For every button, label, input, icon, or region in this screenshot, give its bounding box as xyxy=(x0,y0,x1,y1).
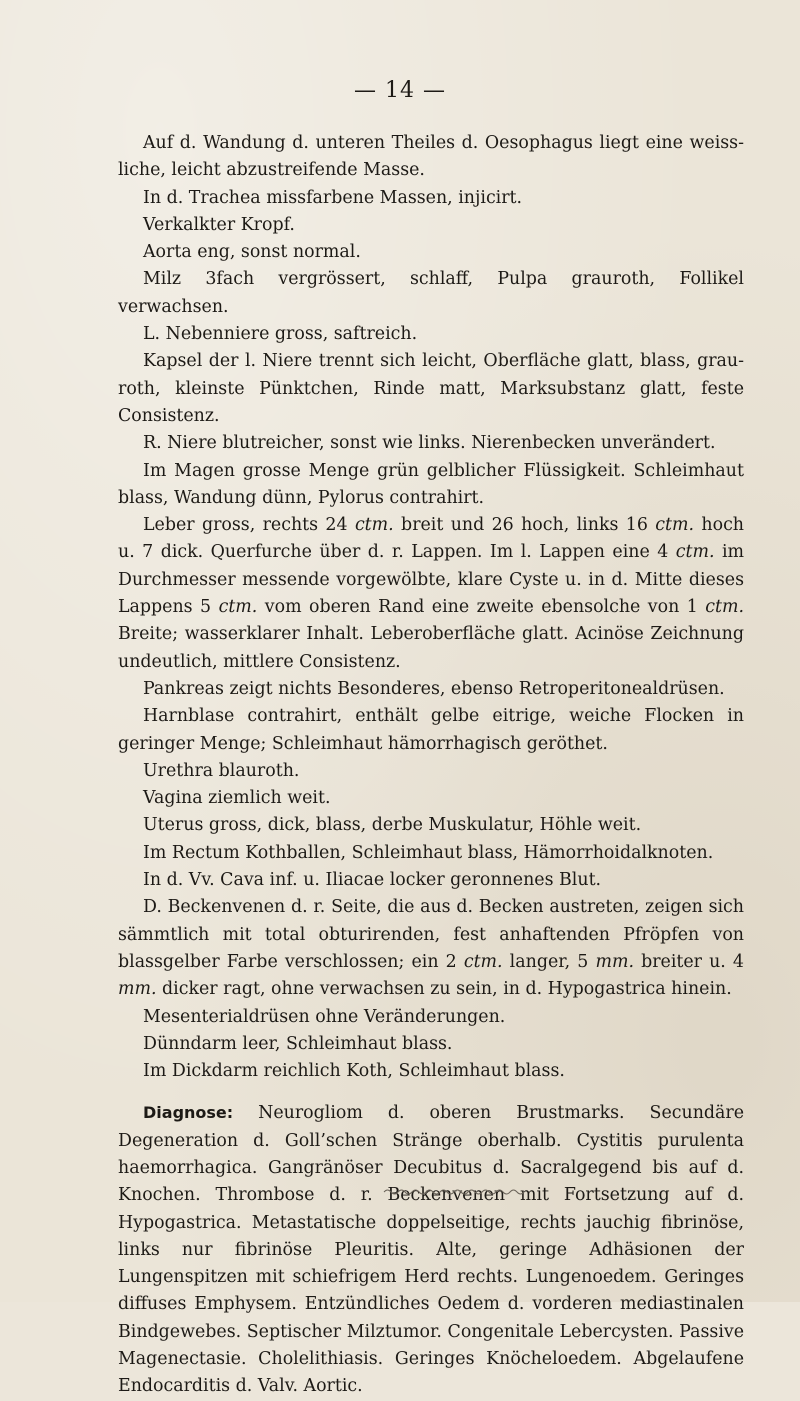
paragraph-uterus: Uterus gross, dick, blass, derbe Muskulatur, Höhle weit. xyxy=(143,815,642,836)
leber-unit-3: ctm. xyxy=(675,542,715,563)
page-body xyxy=(118,130,744,1401)
becken-text-3: breiter u. 4 xyxy=(633,951,744,972)
becken-unit-2: mm. xyxy=(595,951,634,972)
paragraph-urethra: Urethra blauroth. xyxy=(143,760,300,781)
leber-text-6: Breite; wasserklarer Inhalt. Leberoberfläche glatt. Acinöse Zeichnung undeutlich, mittlere Consistenz. xyxy=(118,624,744,672)
paragraph-magen: Im Magen grosse Menge grün gelblicher Flüssigkeit. Schleimhaut blass, Wandung dünn, Pylorus contrahirt. xyxy=(118,460,744,508)
paragraph-milz: Milz 3fach vergrössert, schlaff, Pulpa grauroth, Follikel verwachsen. xyxy=(118,269,744,317)
paragraph-dickdarm: Im Dickdarm reichlich Koth, Schleimhaut blass. xyxy=(143,1061,565,1082)
leber-text-1: Leber gross, rechts 24 xyxy=(143,515,355,536)
paragraph-beckenvenen xyxy=(118,894,744,1003)
paragraph-harnblase: Harnblase contrahirt, enthält gelbe eitrige, weiche Flocken in geringer Menge; Schleimhaut hämorrhagisch geröthet. xyxy=(118,706,744,754)
leber-text-3: hoch u. 7 dick. Querfurche über d. r. Lappen. Im l. Lappen eine 4 xyxy=(118,515,745,563)
becken-text-2: langer, 5 xyxy=(502,951,596,972)
paragraph-oesophagus: Auf d. Wandung d. unteren Theiles d. Oesophagus liegt eine weissliche, leicht abzustreifende Masse. xyxy=(118,133,744,181)
leber-text-4: im Durchmesser messende vorgewölbte, klare Cyste u. in d. Mitte dieses Lappens 5 xyxy=(118,542,744,618)
leber-text-2: breit und 26 hoch, links 16 xyxy=(393,515,656,536)
becken-text-1: D. Beckenvenen d. r. Seite, die aus d. Becken austreten, zeigen sich sämmtlich mit total obturirenden, fest anhaftenden Pfröpfen von blassgelber Farbe verschlossen; ein 2 xyxy=(118,897,744,972)
paragraph-trachea: In d. Trachea missfarbene Massen, injicirt. xyxy=(143,187,523,208)
paragraph-rechte-niere: R. Niere blutreicher, sonst wie links. Nierenbecken unverändert. xyxy=(143,433,716,454)
paragraph-linke-niere: Kapsel der l. Niere trennt sich leicht, Oberfläche glatt, blass, grauroth, kleinste Pünktchen, Rinde matt, Marksubstanz glatt, feste Consistenz. xyxy=(118,351,744,426)
page-number: — 14 — xyxy=(354,78,446,103)
paragraph-vena-cava: In d. Vv. Cava inf. u. Iliacae locker geronnenes Blut. xyxy=(143,870,602,891)
leber-unit-5: ctm. xyxy=(705,597,745,618)
paragraph-rectum: Im Rectum Kothballen, Schleimhaut blass, Hämorrhoidalknoten. xyxy=(143,842,714,863)
becken-text-4: dicker ragt, ohne verwachsen zu sein, in d. Hypogastrica hinein. xyxy=(156,979,732,1000)
paragraph-diagnose xyxy=(118,1099,744,1400)
leber-unit-2: ctm. xyxy=(655,515,695,536)
leber-text-5: vom oberen Rand eine zweite ebensolche von 1 xyxy=(257,597,706,618)
becken-unit-1: ctm. xyxy=(463,951,503,972)
leber-unit-1: ctm. xyxy=(354,515,394,536)
wavy-line-ornament xyxy=(384,1188,524,1196)
end-flourish xyxy=(384,1188,524,1196)
paragraph-leber xyxy=(118,512,744,676)
diagnose-label: Diagnose: xyxy=(143,1103,234,1123)
paragraph-nebenniere: L. Nebenniere gross, saftreich. xyxy=(143,324,418,345)
paragraph-mesenterialdruesen: Mesenterialdrüsen ohne Veränderungen. xyxy=(143,1006,506,1027)
becken-unit-3: mm. xyxy=(118,979,157,1000)
leber-unit-4: ctm. xyxy=(218,597,258,618)
paragraph-duenndarm: Dünndarm leer, Schleimhaut blass. xyxy=(143,1033,453,1054)
paragraph-kropf: Verkalkter Kropf. xyxy=(143,214,295,235)
paragraph-aorta: Aorta eng, sonst normal. xyxy=(143,242,361,263)
paragraph-pankreas: Pankreas zeigt nichts Besonderes, ebenso Retroperitonealdrüsen. xyxy=(143,678,725,699)
diagnose-text: Neurogliom d. oberen Brustmarks. Secundäre Degeneration d. Goll’schen Stränge oberhalb. Cystitis purulenta haemorrhagica. Gangränöser Decubitus d. Sacralgegend bis auf d. Knochen. Thrombose d. r. Beckenvenen mit Fortsetzung auf d. Hypogastrica. Metastatische doppelseitige, rechts jauchig fibrinöse, links nur fibrinöse Pleuritis. Alte, geringe Adhäsionen der Lungenspitzen mit schiefrigem Herd rechts. Lungenoedem. Geringes diffuses Emphysem. Entzündliches Oedem d. vorderen mediastinalen Bindgewebes. Septischer Milztumor. Congenitale Lebercysten. Passive Magenectasie. Cholelithiasis. Geringes Knöcheloedem. Abgelaufene Endocarditis d. Valv. Aortic. xyxy=(118,1103,744,1397)
paragraph-vagina: Vagina ziemlich weit. xyxy=(143,788,331,809)
